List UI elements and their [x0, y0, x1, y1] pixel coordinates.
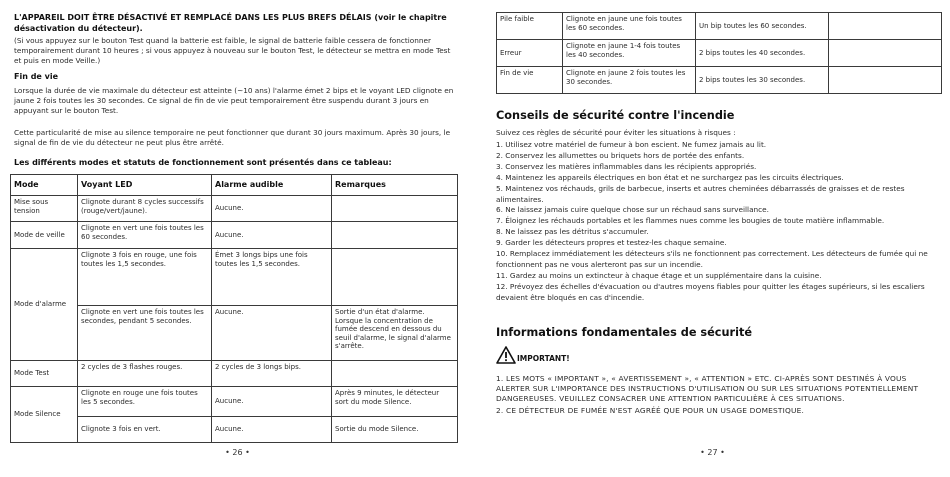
fire-safety-list	[496, 140, 936, 304]
table-row	[11, 417, 458, 443]
end-of-life-heading: Fin de vie	[14, 72, 59, 81]
cell-mode: Mode Silence	[11, 387, 78, 443]
list-item: 5. Maintenez vos réchauds, grils de barbecue, inserts et autres cheminées débarrassés de graisses et de restes alimentaires.	[496, 183, 905, 204]
cell-led: Clignote durant 8 cycles successifs (rouge/vert/jaune).	[78, 196, 212, 222]
list-item: 7. Éloignez les réchauds portables et les flammes nues comme les bougies de toute matière inflammable.	[496, 216, 885, 226]
right-page	[475, 0, 950, 477]
cell-led: Clignote 3 fois en vert.	[78, 417, 212, 443]
cell-audible: Émet 3 longs bips une fois toutes les 1,5 secondes.	[212, 249, 332, 306]
cell-mode: Mode d'alarme	[11, 249, 78, 361]
list-item: 4. Maintenez les appareils électriques en bon état et ne surchargez pas les circuits électriques.	[496, 172, 844, 182]
cell-remarks	[829, 40, 942, 67]
list-item: 11. Gardez au moins un extincteur à chaque étage et un supplémentaire dans la cuisine.	[496, 270, 822, 280]
end-of-life-paragraph: Lorsque la durée de vie maximale du détecteur est atteinte (~10 ans) l'alarme émet 2 bips et le voyant LED clignote en jaune 2 fois toutes les 30 secondes. Ce signal de fin de vie peut temporairement être suspendu durant 3 jours en appuyant sur le bouton Test.	[14, 86, 454, 115]
list-item: 10. Remplacez immédiatement les détecteurs s'ils ne fonctionnent pas correctement. Les détecteurs de fumée qui ne fonctionnent pas ne vous alerteront pas sur un incendie.	[496, 249, 928, 269]
table-header-row	[11, 175, 458, 196]
cell-audible: Aucune.	[212, 306, 332, 361]
table-row	[11, 361, 458, 387]
warning-triangle-icon	[496, 346, 516, 364]
cell-audible: Aucune.	[212, 222, 332, 249]
list-item: 3. Conservez les matières inflammables dans les récipients appropriés.	[496, 161, 757, 171]
table-row	[11, 249, 458, 306]
cell-audible: Aucune.	[212, 387, 332, 417]
cell-remarks: Sortie d'un état d'alarme. Lorsque la concentration de fumée descend en dessous du seuil d'alarme, le signal d'alarme s'arrête.	[332, 306, 458, 361]
cell-mode: Mise sous tension	[11, 196, 78, 222]
cell-remarks	[332, 196, 458, 222]
important-item-2: 2. CE DÉTECTEUR DE FUMÉE N'EST AGRÉÉ QUE POUR UN USAGE DOMESTIQUE.	[496, 406, 805, 415]
cell-led: Clignote en jaune 2 fois toutes les 30 secondes.	[563, 67, 696, 94]
cell-mode: Pile faible	[497, 13, 563, 40]
list-item: 6. Ne laissez jamais cuire quelque chose sur un réchaud sans surveillance.	[496, 205, 769, 215]
disable-warning-heading: L'APPAREIL DOIT ÊTRE DÉSACTIVÉ ET REMPLACÉ DANS LES PLUS BREFS DÉLAIS (voir le chapitre désactivation du détecteur).	[14, 13, 447, 33]
table-row	[11, 387, 458, 417]
cell-led: Clignote en jaune 1-4 fois toutes les 40 secondes.	[563, 40, 696, 67]
table-row	[497, 40, 942, 67]
list-item: 12. Prévoyez des échelles d'évacuation ou d'autres moyens fiables pour quitter les étages supérieurs, si les escaliers devaient être bloqués en cas d'incendie.	[496, 281, 925, 302]
silence-paragraph: Cette particularité de mise au silence temporaire ne peut fonctionner que durant 30 jours maximum. Après 30 jours, le signal de fin de vie du détecteur ne peut plus être arrêté.	[14, 128, 451, 147]
modes-table-heading: Les différents modes et statuts de fonctionnement sont présentés dans ce tableau:	[14, 158, 392, 167]
header-led: Voyant LED	[78, 175, 212, 196]
table-row	[11, 196, 458, 222]
cell-mode: Erreur	[497, 40, 563, 67]
list-item: 2. Conservez les allumettes ou briquets hors de portée des enfants.	[496, 150, 745, 160]
header-audible: Alarme audible	[212, 175, 332, 196]
cell-remarks: Sortie du mode Silence.	[332, 417, 458, 443]
important-item-1: 1. LES MOTS « IMPORTANT », « AVERTISSEMENT », « ATTENTION » ETC. CI-APRÈS SONT DESTINÉS À VOUS ALERTER SUR L'IMPORTANCE DES INSTRUCTIONS D'UTILISATION OU SUR LES SITUATIONS POTENTIELLEMENT DANGEREUSES. VEUILLEZ CONSACRER UNE ATTENTION PARTICULIÈRE À CES SITUATIONS.	[496, 374, 919, 403]
cell-audible: 2 cycles de 3 longs bips.	[212, 361, 332, 387]
cell-audible: 2 bips toutes les 30 secondes.	[696, 67, 829, 94]
cell-mode: Fin de vie	[497, 67, 563, 94]
list-item: 8. Ne laissez pas les détritus s'accumuler.	[496, 227, 649, 237]
low-battery-paragraph: (Si vous appuyez sur le bouton Test quand la batterie est faible, le signal de batterie faible cessera de fonctionner temporairement durant 10 heures ; si vous appuyez à nouveau sur le bouton Test, le détecteur se mettra en mode Test et puis en mode Veille.)	[14, 36, 451, 65]
fire-safety-intro: Suivez ces règles de sécurité pour éviter les situations à risques :	[496, 128, 736, 137]
modes-table-continued	[496, 12, 942, 94]
cell-mode: Mode de veille	[11, 222, 78, 249]
table-row	[497, 67, 942, 94]
cell-remarks	[332, 361, 458, 387]
cell-led: Clignote en jaune une fois toutes les 60 secondes.	[563, 13, 696, 40]
header-mode: Mode	[11, 175, 78, 196]
cell-audible: Un bip toutes les 60 secondes.	[696, 13, 829, 40]
cell-led: 2 cycles de 3 flashes rouges.	[78, 361, 212, 387]
table-row	[11, 222, 458, 249]
list-item: 9. Garder les détecteurs propres et testez-les chaque semaine.	[496, 238, 727, 248]
cell-remarks	[829, 67, 942, 94]
cell-led: Clignote en vert une fois toutes les secondes, pendant 5 secondes.	[78, 306, 212, 361]
page-number-right: • 27 •	[700, 448, 725, 457]
modes-table	[10, 174, 458, 443]
cell-led: Clignote 3 fois en rouge, une fois toutes les 1,5 secondes.	[78, 249, 212, 306]
table-row	[11, 306, 458, 361]
cell-remarks	[332, 222, 458, 249]
list-item: 1. Utilisez votre matériel de fumeur à bon escient. Ne fumez jamais au lit.	[496, 140, 767, 149]
cell-audible: Aucune.	[212, 417, 332, 443]
cell-mode: Mode Test	[11, 361, 78, 387]
basic-info-heading: Informations fondamentales de sécurité	[496, 326, 753, 339]
table-row	[497, 13, 942, 40]
cell-audible: Aucune.	[212, 196, 332, 222]
cell-remarks: Après 9 minutes, le détecteur sort du mode Silence.	[332, 387, 458, 417]
cell-led: Clignote en rouge une fois toutes les 5 secondes.	[78, 387, 212, 417]
cell-led: Clignote en vert une fois toutes les 60 secondes.	[78, 222, 212, 249]
cell-remarks	[332, 249, 458, 306]
header-remarks: Remarques	[332, 175, 458, 196]
page-number-left: • 26 •	[225, 448, 250, 457]
cell-remarks	[829, 13, 942, 40]
cell-audible: 2 bips toutes les 40 secondes.	[696, 40, 829, 67]
important-label: IMPORTANT!	[517, 354, 570, 363]
fire-safety-heading: Conseils de sécurité contre l'incendie	[496, 109, 735, 122]
